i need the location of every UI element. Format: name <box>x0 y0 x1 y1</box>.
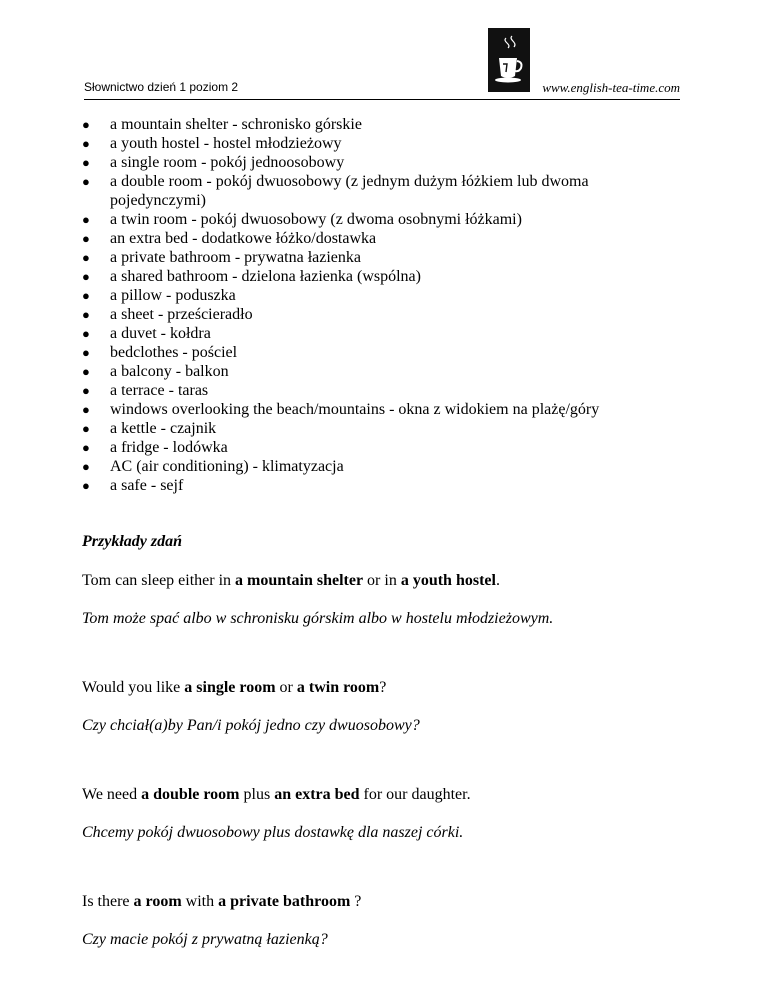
example-sentence: We need a double room plus an extra bed for our daughter. <box>82 786 471 803</box>
example-sentence: Is there a room with a private bathroom ? <box>82 893 362 910</box>
vocab-item: ● a balcony - balkon <box>82 363 229 380</box>
bullet-icon: ● <box>82 440 90 455</box>
vocab-item: ● a shared bathroom - dzielona łazienka (wspólna) <box>82 268 421 285</box>
bullet-icon: ● <box>82 136 90 151</box>
vocab-item: ● a youth hostel - hostel młodzieżowy <box>82 135 342 152</box>
vocab-item: ● windows overlooking the beach/mountains - okna z widokiem na plażę/góry <box>82 401 600 418</box>
vocab-item: ● a terrace - taras <box>82 382 209 399</box>
page-header <box>84 28 680 100</box>
vocab-item: ● a mountain shelter - schronisko górskie <box>82 116 362 133</box>
vocab-item: ● bedclothes - pościel <box>82 344 238 361</box>
teacup-logo-icon <box>488 28 530 92</box>
header-title: Słownictwo dzień 1 poziom 2 <box>84 80 239 94</box>
vocab-item: ● a sheet - prześcieradło <box>82 306 253 323</box>
examples-section <box>82 532 682 949</box>
bullet-icon: ● <box>82 345 90 360</box>
bullet-icon: ● <box>82 269 90 284</box>
example-translation: Tom może spać albo w schronisku górskim albo w hostelu młodzieżowym. <box>82 610 554 627</box>
example-translation: Czy macie pokój z prywatną łazienką? <box>82 931 328 948</box>
vocab-item: ● a duvet - kołdra <box>82 325 211 342</box>
vocabulary-list <box>82 115 682 495</box>
examples-title: Przykłady zdań <box>82 533 182 550</box>
bullet-icon: ● <box>82 459 90 474</box>
bullet-icon: ● <box>82 421 90 436</box>
bullet-icon: ● <box>82 307 90 322</box>
bullet-icon: ● <box>82 231 90 246</box>
bullet-icon: ● <box>82 288 90 303</box>
vocab-item: ● a kettle - czajnik <box>82 420 217 437</box>
header-url: www.english-tea-time.com <box>542 80 680 95</box>
vocab-item: ● a double room - pokój dwuosobowy (z jednym dużym łóżkiem lub dwoma pojedynczymi) <box>82 173 589 209</box>
example-translation: Czy chciał(a)by Pan/i pokój jedno czy dwuosobowy? <box>82 717 420 734</box>
bullet-icon: ● <box>82 250 90 265</box>
bullet-icon: ● <box>82 402 90 417</box>
vocab-item: ● a single room - pokój jednoosobowy <box>82 154 345 171</box>
bullet-icon: ● <box>82 174 90 189</box>
bullet-icon: ● <box>82 117 90 132</box>
bullet-icon: ● <box>82 155 90 170</box>
bullet-icon: ● <box>82 212 90 227</box>
vocab-item: ● a pillow - poduszka <box>82 287 236 304</box>
vocab-item: ● a private bathroom - prywatna łazienka <box>82 249 361 266</box>
header-divider <box>84 99 680 100</box>
vocab-item: ● a twin room - pokój dwuosobowy (z dwoma osobnymi łóżkami) <box>82 211 522 228</box>
bullet-icon: ● <box>82 478 90 493</box>
bullet-icon: ● <box>82 326 90 341</box>
example-sentence: Would you like a single room or a twin room? <box>82 679 387 696</box>
example-translation: Chcemy pokój dwuosobowy plus dostawkę dla naszej córki. <box>82 824 464 841</box>
example-sentence: Tom can sleep either in a mountain shelter or in a youth hostel. <box>82 572 500 589</box>
vocab-item: ● a fridge - lodówka <box>82 439 228 456</box>
bullet-icon: ● <box>82 383 90 398</box>
bullet-icon: ● <box>82 364 90 379</box>
vocab-item: ● a safe - sejf <box>82 477 184 494</box>
vocab-item: ● an extra bed - dodatkowe łóżko/dostawka <box>82 230 377 247</box>
vocab-item: ● AC (air conditioning) - klimatyzacja <box>82 458 344 475</box>
